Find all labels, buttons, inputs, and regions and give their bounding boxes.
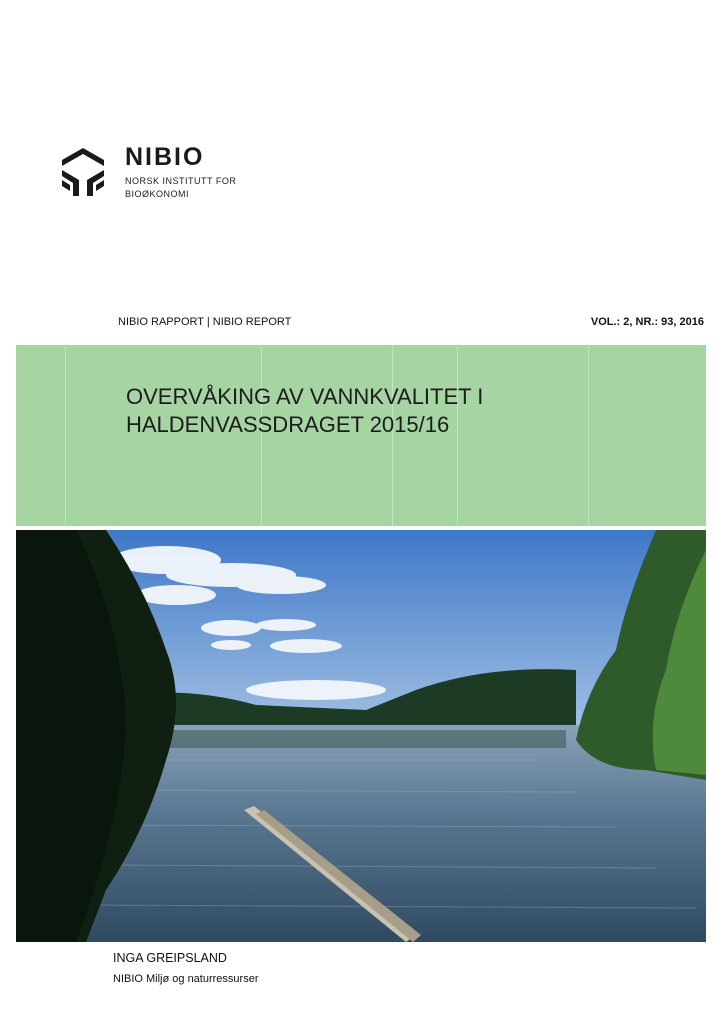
report-title-line2: HALDENVASSDRAGET 2015/16 xyxy=(126,412,450,437)
nibio-logo-icon xyxy=(58,146,108,198)
cover-photo xyxy=(16,530,706,942)
report-title-line1: OVERVÅKING AV VANNKVALITET I xyxy=(126,384,484,409)
author-name: INGA GREIPSLAND xyxy=(113,951,227,965)
report-volume: VOL.: 2, NR.: 93, 2016 xyxy=(590,316,704,328)
band-divider xyxy=(65,345,66,526)
lake-landscape-photo xyxy=(16,530,706,942)
logo-subtitle-line1: NORSK INSTITUTT FOR xyxy=(125,176,237,186)
title-band xyxy=(16,345,706,526)
logo-subtitle xyxy=(125,175,236,201)
report-series: NIBIO RAPPORT | NIBIO REPORT xyxy=(118,316,292,328)
logo-subtitle-line2: BIOØKONOMI xyxy=(125,189,190,199)
author-affiliation: NIBIO Miljø og naturressurser xyxy=(113,973,259,985)
logo xyxy=(58,143,248,203)
report-title xyxy=(126,383,666,439)
logo-name: NIBIO xyxy=(125,143,205,171)
